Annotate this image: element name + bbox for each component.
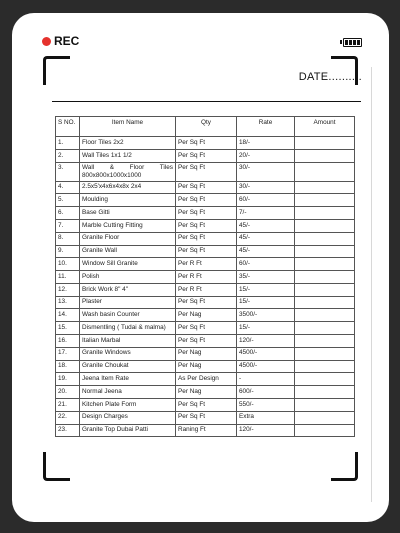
cell-item-name: Brick Work 8" 4" [80, 283, 176, 296]
cell-amount [295, 149, 355, 162]
header-qty: Qty [176, 117, 237, 137]
cell-amount [295, 309, 355, 322]
cell-rate: 18/- [237, 137, 295, 150]
table-row [56, 181, 355, 194]
table-row [56, 424, 355, 437]
cell-sno: 10. [56, 258, 80, 271]
cell-item-name: Jeena Item Rate [80, 373, 176, 386]
table-row [56, 347, 355, 360]
rec-label: REC [54, 34, 80, 48]
cell-item-name: Wall & Floor Tiles 800x800x1000x1000 [80, 162, 176, 181]
table-row [56, 137, 355, 150]
cell-qty: Per Sq Ft [176, 207, 237, 220]
cell-qty: Per Sq Ft [176, 411, 237, 424]
cell-qty: Per Sq Ft [176, 232, 237, 245]
cell-qty: Per Sq Ft [176, 149, 237, 162]
cell-sno: 5. [56, 194, 80, 207]
cell-rate: 120/- [237, 424, 295, 437]
cell-rate: 30/- [237, 181, 295, 194]
cell-rate: 60/- [237, 258, 295, 271]
cell-item-name: Floor Tiles 2x2 [80, 137, 176, 150]
cell-qty: Per Sq Ft [176, 296, 237, 309]
cell-item-name: Granite Top Dubai Patti [80, 424, 176, 437]
cell-item-name: Wall Tiles 1x1 1/2 [80, 149, 176, 162]
cell-qty: Per Nag [176, 360, 237, 373]
cell-sno: 18. [56, 360, 80, 373]
cell-item-name: Wash basin Counter [80, 309, 176, 322]
cell-item-name: Moulding [80, 194, 176, 207]
cell-amount [295, 424, 355, 437]
header-amount: Amount [295, 117, 355, 137]
cell-qty: Per Sq Ft [176, 245, 237, 258]
cell-rate: 120/- [237, 335, 295, 348]
cell-amount [295, 220, 355, 233]
cell-sno: 16. [56, 335, 80, 348]
header-rule [52, 101, 361, 102]
table-row [56, 232, 355, 245]
viewfinder-corner-top-left [43, 56, 70, 85]
table-row [56, 271, 355, 284]
cell-amount [295, 162, 355, 181]
cell-item-name: Granite Floor [80, 232, 176, 245]
cell-sno: 1. [56, 137, 80, 150]
cell-qty: Per Sq Ft [176, 322, 237, 335]
cell-qty: Per Sq Ft [176, 137, 237, 150]
rec-indicator [42, 34, 79, 48]
cell-sno: 2. [56, 149, 80, 162]
cell-sno: 23. [56, 424, 80, 437]
table-row [56, 335, 355, 348]
cell-sno: 6. [56, 207, 80, 220]
cell-sno: 21. [56, 398, 80, 411]
cell-rate: Extra [237, 411, 295, 424]
cell-amount [295, 347, 355, 360]
header-item-name: Item Name [80, 117, 176, 137]
viewfinder-corner-bottom-right [331, 452, 358, 481]
date-label: DATE.......... [298, 71, 362, 83]
cell-amount [295, 360, 355, 373]
cell-item-name: Marble Cutting Fitting [80, 220, 176, 233]
cell-qty: Per R Ft [176, 283, 237, 296]
rate-table [55, 116, 355, 437]
table-row [56, 162, 355, 181]
cell-qty: Per Sq Ft [176, 398, 237, 411]
cell-qty: Per Nag [176, 347, 237, 360]
cell-item-name: Base Gitti [80, 207, 176, 220]
cell-qty: Per R Ft [176, 258, 237, 271]
cell-sno: 11. [56, 271, 80, 284]
cell-rate: 45/- [237, 245, 295, 258]
cell-rate: 35/- [237, 271, 295, 284]
cell-sno: 9. [56, 245, 80, 258]
cell-rate: 20/- [237, 149, 295, 162]
cell-rate: 3500/- [237, 309, 295, 322]
table-row [56, 360, 355, 373]
record-dot-icon [42, 37, 51, 46]
cell-rate: 45/- [237, 220, 295, 233]
cell-sno: 8. [56, 232, 80, 245]
cell-item-name: Polish [80, 271, 176, 284]
cell-amount [295, 386, 355, 399]
cell-sno: 19. [56, 373, 80, 386]
cell-qty: As Per Design [176, 373, 237, 386]
table-row [56, 322, 355, 335]
cell-sno: 7. [56, 220, 80, 233]
cell-sno: 13. [56, 296, 80, 309]
header-sno: S NO. [56, 117, 80, 137]
cell-item-name: Window Sill Granite [80, 258, 176, 271]
cell-amount [295, 181, 355, 194]
cell-amount [295, 137, 355, 150]
cell-sno: 12. [56, 283, 80, 296]
cell-rate: 600/- [237, 386, 295, 399]
cell-amount [295, 245, 355, 258]
table-row [56, 283, 355, 296]
cell-rate: 45/- [237, 232, 295, 245]
cell-sno: 15. [56, 322, 80, 335]
cell-sno: 3. [56, 162, 80, 181]
table-row [56, 258, 355, 271]
battery-icon [343, 38, 362, 47]
cell-amount [295, 232, 355, 245]
cell-rate: 60/- [237, 194, 295, 207]
cell-qty: Per Nag [176, 309, 237, 322]
cell-qty: Per Sq Ft [176, 335, 237, 348]
cell-amount [295, 271, 355, 284]
table-row [56, 373, 355, 386]
cell-item-name: Granite Wall [80, 245, 176, 258]
table-row [56, 149, 355, 162]
table-row [56, 220, 355, 233]
cell-sno: 14. [56, 309, 80, 322]
header-rate: Rate [237, 117, 295, 137]
cell-amount [295, 398, 355, 411]
table-row [56, 194, 355, 207]
cell-qty: Raning Ft [176, 424, 237, 437]
cell-item-name: Kitchen Plate Form [80, 398, 176, 411]
cell-qty: Per R Ft [176, 271, 237, 284]
cell-amount [295, 411, 355, 424]
table-header-row [56, 117, 355, 137]
table-row [56, 296, 355, 309]
cell-rate: 7/- [237, 207, 295, 220]
cell-amount [295, 335, 355, 348]
cell-item-name: Italian Marbal [80, 335, 176, 348]
cell-item-name: Normal Jeena [80, 386, 176, 399]
cell-item-name: Design Charges [80, 411, 176, 424]
cell-amount [295, 322, 355, 335]
viewfinder-corner-bottom-left [43, 452, 70, 481]
cell-rate: 15/- [237, 283, 295, 296]
cell-qty: Per Sq Ft [176, 220, 237, 233]
cell-rate: 15/- [237, 296, 295, 309]
cell-qty: Per Nag [176, 386, 237, 399]
cell-amount [295, 296, 355, 309]
table-row [56, 386, 355, 399]
cell-item-name: Granite Windows [80, 347, 176, 360]
cell-sno: 4. [56, 181, 80, 194]
cell-rate: 550/- [237, 398, 295, 411]
cell-rate: 15/- [237, 322, 295, 335]
cell-amount [295, 283, 355, 296]
table-row [56, 207, 355, 220]
cell-item-name: Granite Choukat [80, 360, 176, 373]
cell-sno: 20. [56, 386, 80, 399]
table-row [56, 398, 355, 411]
cell-rate: 4500/- [237, 347, 295, 360]
cell-qty: Per Sq Ft [176, 194, 237, 207]
cell-sno: 17. [56, 347, 80, 360]
table-row [56, 411, 355, 424]
camera-frame [12, 13, 389, 522]
cell-amount [295, 194, 355, 207]
table-row [56, 309, 355, 322]
page-edge [371, 67, 372, 502]
cell-qty: Per Sq Ft [176, 181, 237, 194]
cell-item-name: Dismentling ( Tudai & malma) [80, 322, 176, 335]
table-row [56, 245, 355, 258]
cell-rate: 4500/- [237, 360, 295, 373]
cell-item-name: Plaster [80, 296, 176, 309]
cell-qty: Per Sq Ft [176, 162, 237, 181]
cell-amount [295, 207, 355, 220]
cell-rate: 30/- [237, 162, 295, 181]
cell-amount [295, 258, 355, 271]
cell-amount [295, 373, 355, 386]
cell-sno: 22. [56, 411, 80, 424]
cell-item-name: 2.5x5'x4x6x4x8x 2x4 [80, 181, 176, 194]
cell-rate: - [237, 373, 295, 386]
